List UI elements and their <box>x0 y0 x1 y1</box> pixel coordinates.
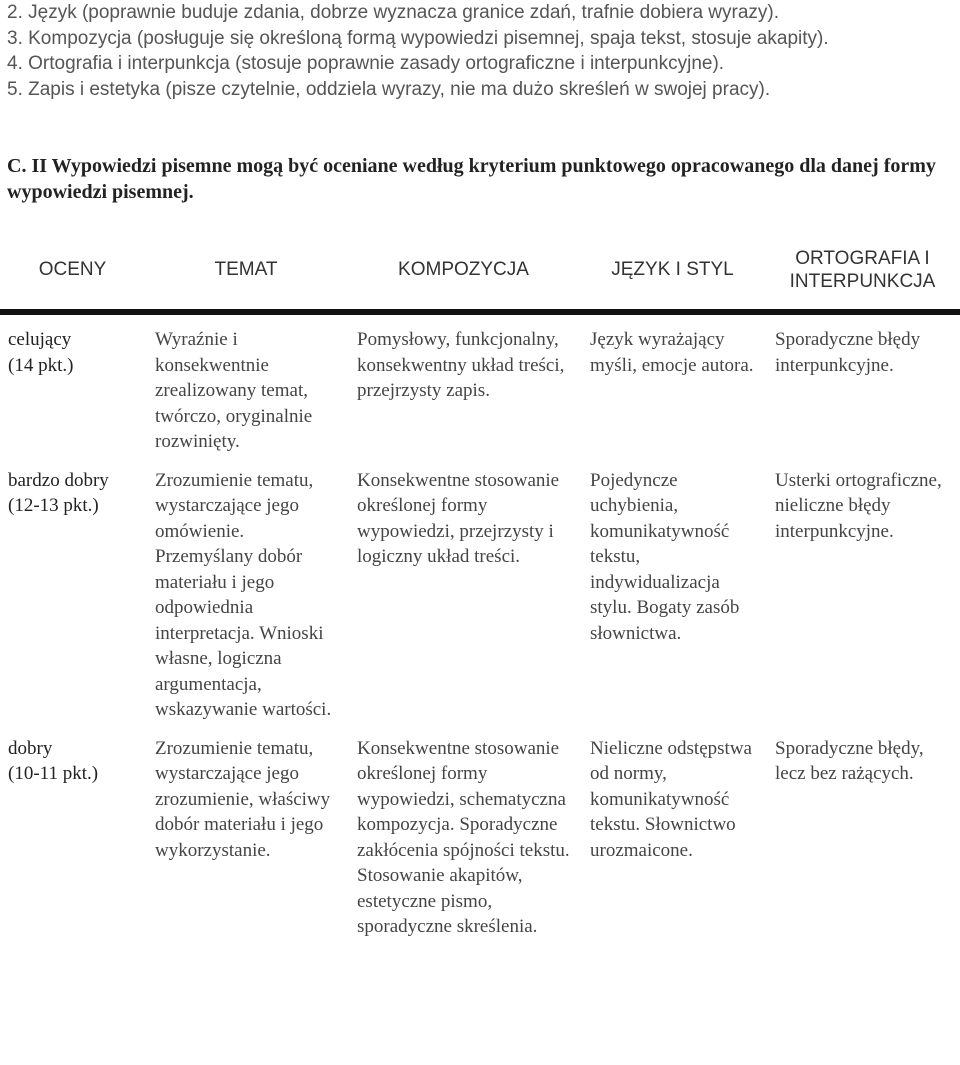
grade-cell <box>0 312 145 463</box>
header-jezyk-i-styl: JĘZYK I STYL <box>611 259 734 280</box>
criteria-item: 3. Kompozycja (posługuje się określoną formą wypowiedzi pisemnej, spaja tekst, stosuje akapity). <box>7 27 829 49</box>
header-temat: TEMAT <box>214 259 278 280</box>
table-row <box>0 731 960 948</box>
ortografia-cell: Sporadyczne błędy, lecz bez rażących. <box>775 737 924 784</box>
grade-cell <box>0 463 145 731</box>
kompozycja-cell: Konsekwentne stosowanie określonej formy wypowiedzi, schematyczna kompozycja. Sporadyczne zakłócenia spójności tekstu. Stosowanie akapitów, estetyczne pismo, sporadyczne skreślenia. <box>357 737 570 937</box>
grade-name: dobry <box>8 737 53 759</box>
header-kompozycja: KOMPOZYCJA <box>398 259 529 280</box>
temat-cell: Zrozumienie tematu, wystarczające jego omówienie. Przemyślany dobór materiału i jego odpowiednia interpretacja. Wnioski własne, logiczna argumentacja, wskazywanie wartości. <box>155 469 332 720</box>
temat-cell: Wyraźnie i konsekwentnie zrealizowany temat, twórczo, oryginalnie rozwinięty. <box>155 329 313 452</box>
ortografia-cell: Sporadyczne błędy interpunkcyjne. <box>775 329 921 376</box>
temat-cell: Zrozumienie tematu, wystarczające jego zrozumienie, właściwy dobór materiału i jego wykorzystanie. <box>155 737 331 861</box>
grade-cell <box>0 731 145 948</box>
grade-points: (10-11 pkt.) <box>8 763 99 784</box>
kompozycja-cell: Konsekwentne stosowanie określonej formy wypowiedzi, przejrzysty i logiczny układ treści. <box>357 469 560 567</box>
grade-points: (12-13 pkt.) <box>8 495 99 516</box>
criteria-item: 2. Język (poprawnie buduje zdania, dobrze wyznacza granice zdań, trafnie dobiera wyrazy). <box>7 2 780 23</box>
grading-table <box>0 228 960 948</box>
table-header-row <box>0 228 960 312</box>
grade-name: celujący <box>8 329 72 350</box>
header-oceny: OCENY <box>38 259 107 280</box>
ortografia-cell: Usterki ortograficzne, nieliczne błędy interpunkcyjne. <box>775 469 942 542</box>
header-ortografia: ORTOGRAFIA I INTERPUNKCJA <box>789 247 936 292</box>
table-row <box>0 312 960 463</box>
kompozycja-cell: Pomysłowy, funkcjonalny, konsekwentny układ treści, przejrzysty zapis. <box>357 329 565 401</box>
grade-points: (14 pkt.) <box>8 354 74 376</box>
jezyk-cell: Nieliczne odstępstwa od normy, komunikatywność tekstu. Słownictwo urozmaicone. <box>590 737 752 861</box>
section-heading: C. II Wypowiedzi pisemne mogą być oceniane według kryterium punktowego opracowanego dla danej formy wypowiedzi pisemnej. <box>7 155 936 203</box>
criteria-list <box>7 0 952 102</box>
criteria-item: 4. Ortografia i interpunkcja (stosuje poprawnie zasady ortograficzne i interpunkcyjne). <box>7 53 725 74</box>
grade-name: bardzo dobry <box>8 469 109 491</box>
table-row <box>0 463 960 731</box>
jezyk-cell: Pojedyncze uchybienia, komunikatywność tekstu, indywidualizacja stylu. Bogaty zasób słownictwa. <box>590 469 740 644</box>
criteria-item: 5. Zapis i estetyka (pisze czytelnie, oddziela wyrazy, nie ma dużo skreśleń w swojej pracy). <box>7 78 771 100</box>
jezyk-cell: Język wyrażający myśli, emocje autora. <box>590 329 754 376</box>
